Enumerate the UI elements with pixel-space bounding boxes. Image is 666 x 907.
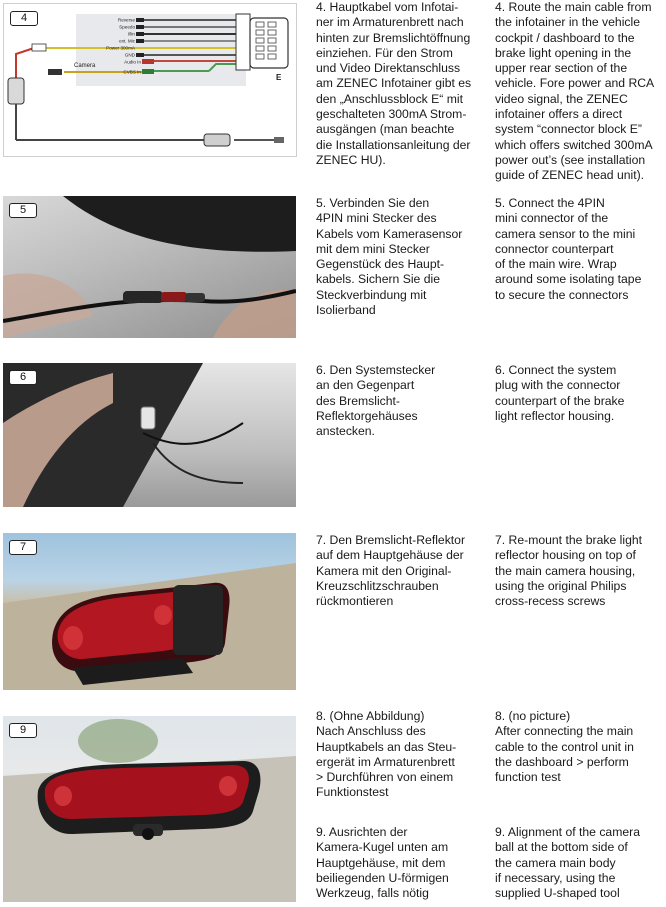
wire-label: Audio In [124, 59, 141, 65]
step-9-text-en: 9. Alignment of the camera ball at the bottom side of the camera main body if necessary, using the supplied U-shaped tool [495, 825, 640, 901]
wiring-diagram [3, 3, 297, 157]
wire-label: ext. Mic [119, 38, 135, 44]
step-5-text-de: 5. Verbinden Sie den 4PIN mini Stecker des Kabels vom Kamerasensor mit dem mini Stecker Gegenstück des Haupt- kabels. Sichern Sie die Steckverbindung mit Isolierband [316, 196, 463, 318]
camera-ball-photo-svg [3, 716, 296, 902]
wire-label: GND [124, 52, 135, 58]
mini-connector-icon [8, 78, 24, 104]
step-4-text-de: 4. Hauptkabel vom Infotai- ner im Armaturenbrett nach hinten zur Bremslichtöffnung einziehen. Für den Strom und Video Direktanschluss am ZENEC Infotainer gibt es den „Anschlussblock E“ mit geschalteten 300mA Strom- ausgängen (man beachte die Installationsanleitung der ZENEC HU). [316, 0, 472, 167]
wiring-svg [4, 4, 296, 156]
brake-light-photo-svg [3, 533, 296, 690]
step-badge: 5 [9, 203, 37, 218]
step-5-photo [3, 196, 296, 338]
step-6-text-de: 6. Den Systemstecker an den Gegenpart des Bremslicht- Reflektorgehäuses anstecken. [316, 363, 436, 439]
step-7-text-de: 7. Den Bremslicht-Reflektor auf dem Hauptgehäuse der Kamera mit den Original- Kreuzschlitzschrauben rückmontieren [316, 533, 466, 609]
wire-label: Speedo [119, 24, 135, 30]
system-plug-icon [204, 134, 230, 146]
wire-label: Reverse [117, 17, 135, 23]
step-7-photo [3, 533, 296, 690]
camera-label: Camera [74, 63, 96, 69]
step-8-text-en: 8. (no picture) After connecting the main cable to the control unit in the dashboard > perform function test [495, 709, 634, 785]
connector-photo-svg [3, 196, 296, 338]
step-9-photo [3, 716, 296, 902]
inline-fuse-icon [32, 44, 46, 51]
step-9-text-de: 9. Ausrichten der Kamera-Kugel unten am Hauptgehäuse, mit dem beiliegenden U-förmigen Werkzeug, falls nötig [316, 825, 449, 901]
step-badge: 4 [10, 11, 38, 26]
step-badge: 9 [9, 723, 37, 738]
step-badge: 6 [9, 370, 37, 385]
step-6-photo [3, 363, 296, 507]
plug-photo-svg [3, 363, 296, 507]
step-6-text-en: 6. Connect the system plug with the connector counterpart of the brake light reflector housing. [495, 363, 625, 423]
step-4-text-en: 4. Route the main cable from the infotainer in the vehicle cockpit / dashboard to the brake light opening in the upper rear section of the vehicle. Fore power and RCA video signal, the ZENEC infotainer offers a direct system “connector block E” which offers switched 300mA power out’s (see installation guide of ZENEC head unit). [495, 0, 655, 183]
wire-label: CVBS In [123, 69, 141, 75]
wire-label: Power 300mA [106, 45, 135, 51]
step-8-text-de: 8. (Ohne Abbildung) Nach Anschluss des Hauptkabels an das Steu- ergerät im Armaturenbrett > Durchführen von einem Funktionstest [316, 709, 457, 800]
wire-label: Illin [128, 31, 135, 37]
camera-plug-icon [48, 69, 62, 75]
connector-block-e-icon [236, 14, 288, 70]
step-7-text-en: 7. Re-mount the brake light reflector housing on top of the main camera housing, using the original Philips cross-recess screws [495, 533, 643, 609]
connector-label: E [276, 73, 282, 82]
step-5-text-en: 5. Connect the 4PIN mini connector of the camera sensor to the mini connector counterpart of the main wire. Wrap around some isolating tape to secure the connectors [495, 196, 642, 302]
step-badge: 7 [9, 540, 37, 555]
